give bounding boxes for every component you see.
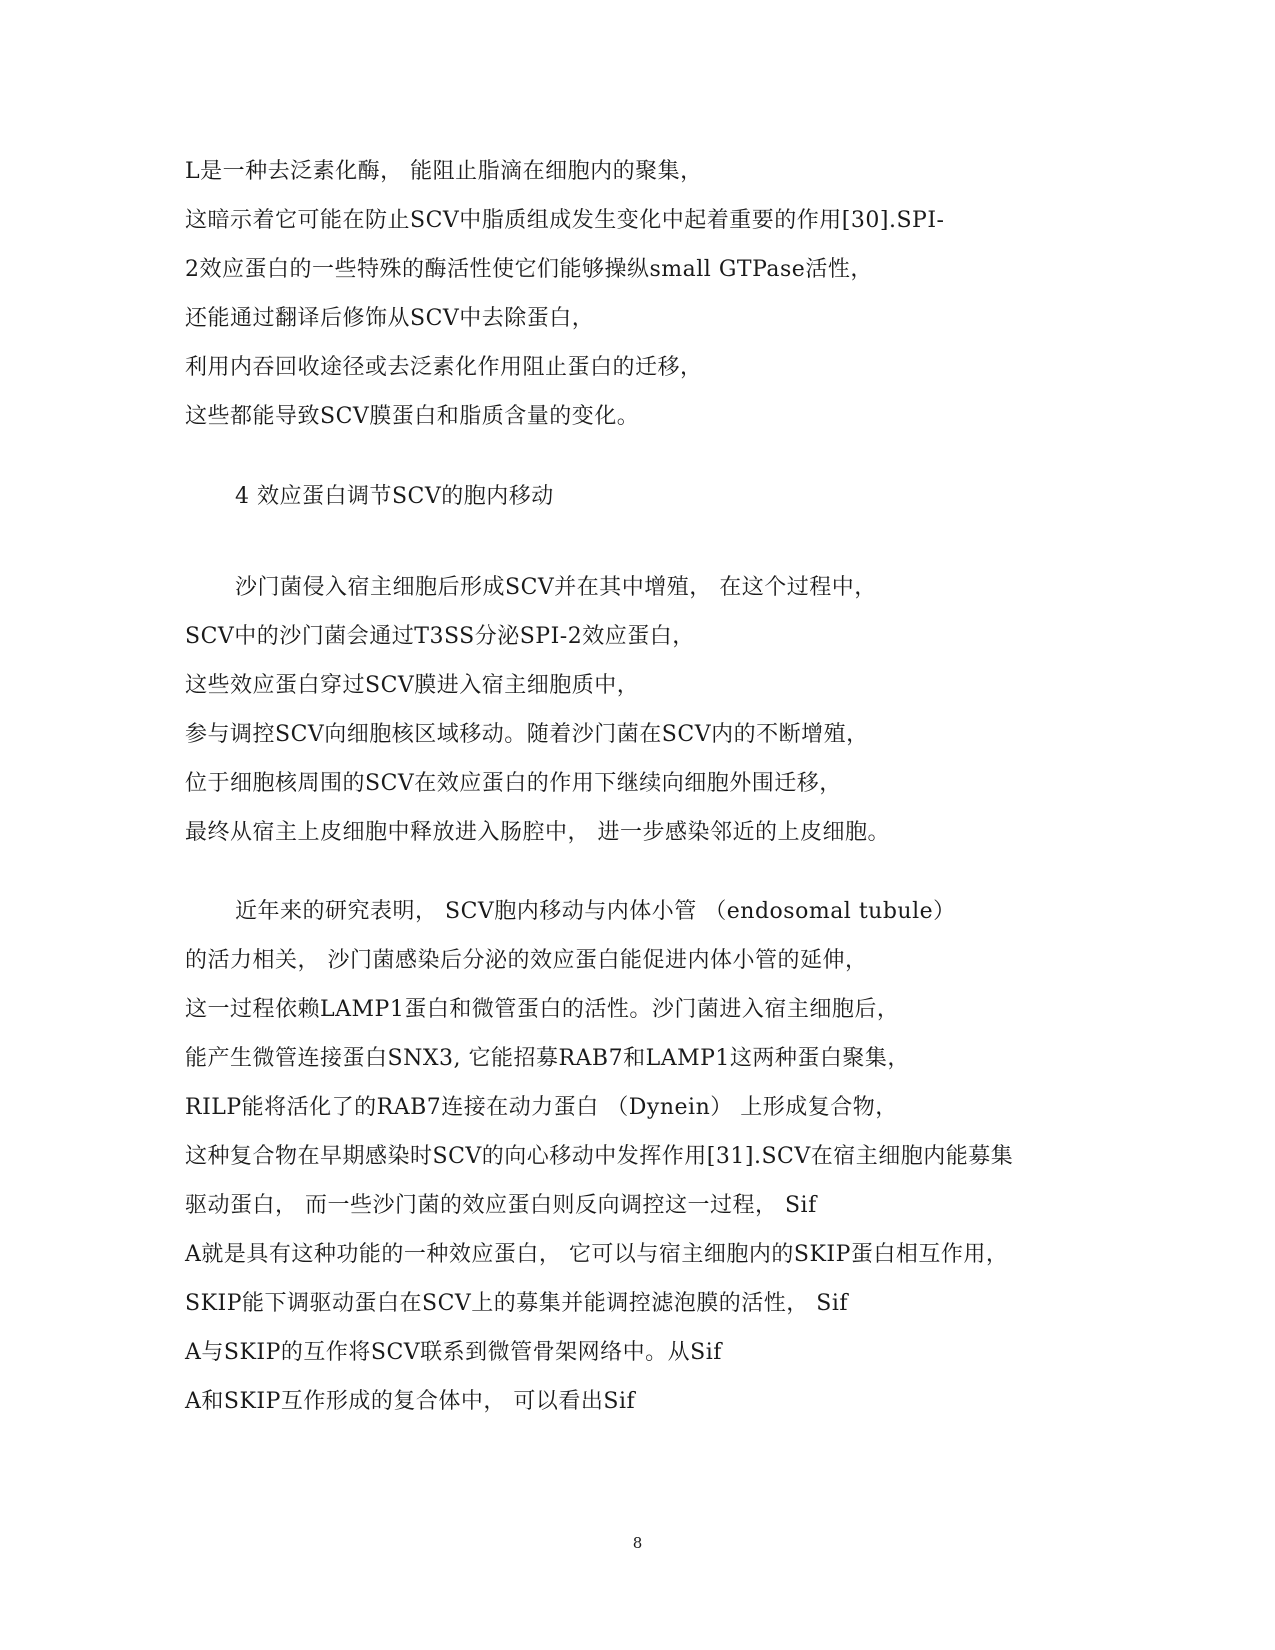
text-line: 近年来的研究表明， SCV胞内移动与内体小管 （endosomal tubule） <box>235 899 956 924</box>
text-line: A与SKIP的互作将SCV联系到微管骨架网络中。从Sif <box>185 1340 722 1365</box>
text-line: 这一过程依赖LAMP1蛋白和微管蛋白的活性。沙门菌进入宿主细胞后， <box>185 997 900 1022</box>
text-line: RILP能将活化了的RAB7连接在动力蛋白 （Dynein） 上形成复合物， <box>185 1095 898 1120</box>
text-line: 驱动蛋白， 而一些沙门菌的效应蛋白则反向调控这一过程， Sif <box>185 1193 817 1218</box>
paragraph-movement <box>185 563 1085 857</box>
text-line: 还能通过翻译后修饰从SCV中去除蛋白， <box>185 306 595 331</box>
text-line: A就是具有这种功能的一种效应蛋白， 它可以与宿主细胞内的SKIP蛋白相互作用， <box>185 1242 1009 1267</box>
text-line: 沙门菌侵入宿主细胞后形成SCV并在其中增殖， 在这个过程中， <box>235 575 877 600</box>
text-line: 这种复合物在早期感染时SCV的向心移动中发挥作用[31].SCV在宿主细胞内能募集 <box>185 1144 1014 1169</box>
text-line: 的活力相关， 沙门菌感染后分泌的效应蛋白能促进内体小管的延伸， <box>185 948 868 973</box>
text-line: 利用内吞回收途径或去泛素化作用阻止蛋白的迁移， <box>185 355 703 380</box>
text-line: SCV中的沙门菌会通过T3SS分泌SPI-2效应蛋白， <box>185 624 695 649</box>
text-line: L是一种去泛素化酶， 能阻止脂滴在细胞内的聚集， <box>185 159 703 184</box>
text-line: A和SKIP互作形成的复合体中， 可以看出Sif <box>185 1389 636 1414</box>
paragraph-intro-continuation <box>185 147 1085 441</box>
text-line: 这暗示着它可能在防止SCV中脂质组成发生变化中起着重要的作用[30].SPI- <box>185 208 945 233</box>
text-line: 这些效应蛋白穿过SCV膜进入宿主细胞质中， <box>185 673 640 698</box>
text-line: 能产生微管连接蛋白SNX3, 它能招募RAB7和LAMP1这两种蛋白聚集， <box>185 1046 910 1071</box>
section-heading <box>185 472 1085 521</box>
text-line: 最终从宿主上皮细胞中释放进入肠腔中， 进一步感染邻近的上皮细胞。 <box>185 820 890 845</box>
text-line: SKIP能下调驱动蛋白在SCV上的募集并能调控滤泡膜的活性， Sif <box>185 1291 849 1316</box>
paragraph-tubule <box>185 887 1085 1426</box>
text-line: 位于细胞核周围的SCV在效应蛋白的作用下继续向细胞外围迁移， <box>185 771 842 796</box>
text-line: 2效应蛋白的一些特殊的酶活性使它们能够操纵small GTPase活性， <box>185 257 873 282</box>
heading-text: 4 效应蛋白调节SCV的胞内移动 <box>235 484 554 509</box>
page-number: 8 <box>632 1534 643 1552</box>
text-line: 参与调控SCV向细胞核区域移动。随着沙门菌在SCV内的不断增殖， <box>185 722 869 747</box>
text-line: 这些都能导致SCV膜蛋白和脂质含量的变化。 <box>185 404 640 429</box>
